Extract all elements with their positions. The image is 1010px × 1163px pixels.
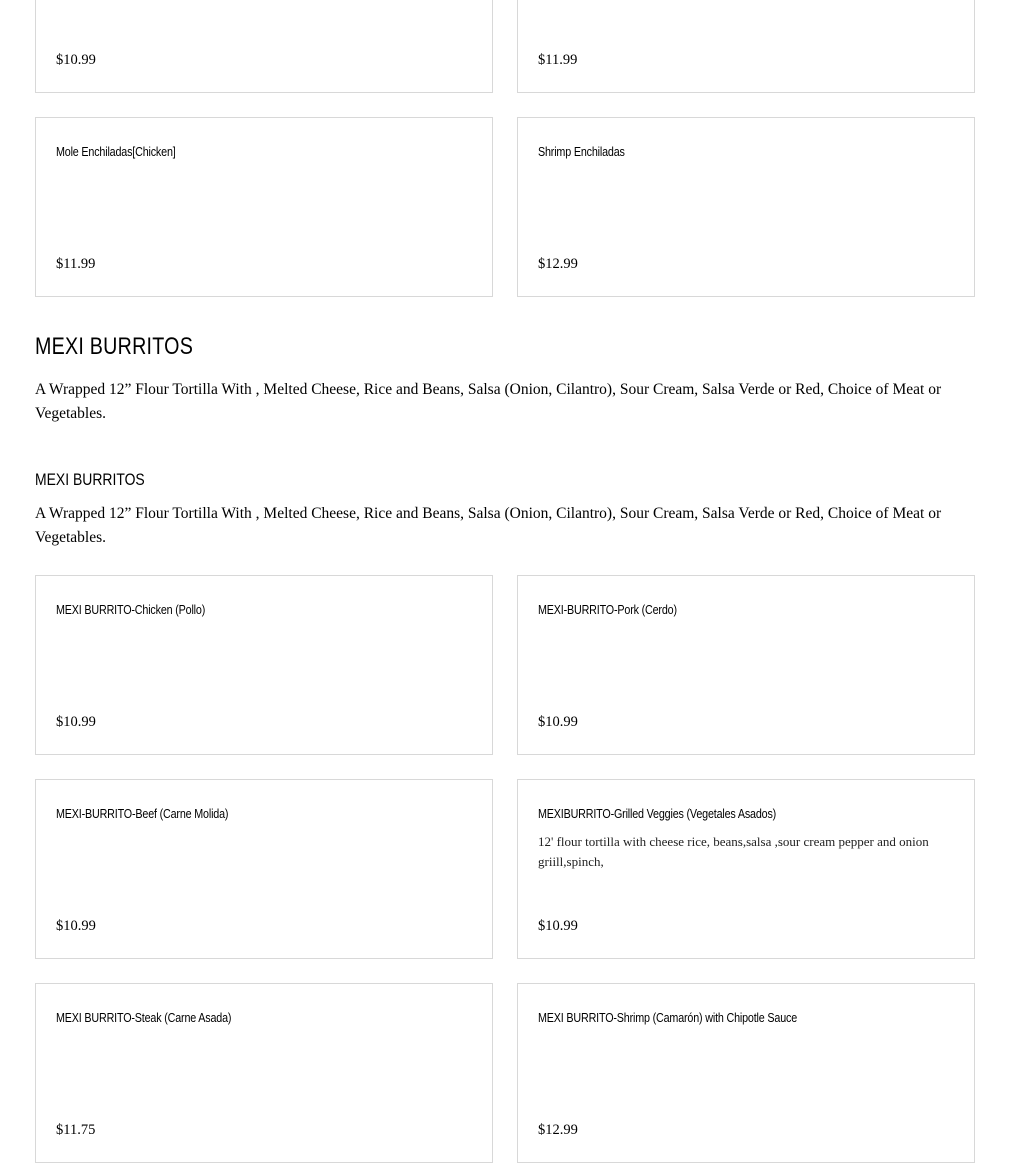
menu-item-card[interactable]	[517, 575, 975, 755]
menu-item-name: Shrimp Enchiladas	[538, 145, 625, 159]
burritos-grid	[35, 575, 975, 1163]
menu-item-name: MEXI-BURRITO-Pork (Cerdo)	[538, 603, 677, 617]
menu-item-card[interactable]	[517, 0, 975, 93]
menu-item-name: Mole Enchiladas[Chicken]	[56, 145, 176, 159]
menu-page	[35, 0, 975, 1163]
menu-item-name: MEXIBURRITO-Grilled Veggies (Vegetales Asados)	[538, 807, 777, 821]
menu-item-name: MEXI-BURRITO-Beef (Carne Molida)	[56, 807, 229, 821]
menu-item-description: 12' flour tortilla with cheese rice, beans,salsa ,sour cream pepper and onion griill,spinch,	[538, 834, 929, 869]
subsection-title: MEXI BURRITOS	[35, 470, 145, 489]
menu-item-price: $11.99	[56, 256, 96, 272]
menu-item-name: MEXI BURRITO-Shrimp (Camarón) with Chipotle Sauce	[538, 1011, 798, 1025]
menu-item-card[interactable]	[517, 117, 975, 297]
section-title: MEXI BURRITOS	[35, 333, 194, 360]
menu-item-card[interactable]	[517, 983, 975, 1163]
menu-item-name: MEXI BURRITO-Chicken (Pollo)	[56, 603, 206, 617]
subsection-description: A Wrapped 12” Flour Tortilla With , Melted Cheese, Rice and Beans, Salsa (Onion, Cilantro), Sour Cream, Salsa Verde or Red, Choice of Meat or Vegetables.	[35, 505, 942, 546]
menu-item-card[interactable]	[35, 779, 493, 959]
menu-item-price: $10.99	[56, 52, 96, 68]
menu-item-card[interactable]	[35, 0, 493, 93]
menu-item-name: MEXI BURRITO-Steak (Carne Asada)	[56, 1011, 232, 1025]
enchiladas-grid	[35, 0, 975, 297]
menu-item-card[interactable]	[35, 117, 493, 297]
menu-item-price: $11.75	[56, 1122, 96, 1138]
section-description: A Wrapped 12” Flour Tortilla With , Melted Cheese, Rice and Beans, Salsa (Onion, Cilantro), Sour Cream, Salsa Verde or Red, Choice of Meat or Vegetables.	[35, 381, 942, 422]
menu-item-card[interactable]	[517, 779, 975, 959]
menu-item-price: $12.99	[538, 1122, 578, 1138]
menu-item-card[interactable]	[35, 575, 493, 755]
menu-item-card[interactable]	[35, 983, 493, 1163]
menu-item-price: $10.99	[538, 918, 578, 934]
menu-item-price: $10.99	[56, 918, 96, 934]
menu-item-price: $10.99	[56, 714, 96, 730]
menu-item-price: $11.99	[538, 52, 578, 68]
menu-item-price: $10.99	[538, 714, 578, 730]
menu-item-price: $12.99	[538, 256, 578, 272]
